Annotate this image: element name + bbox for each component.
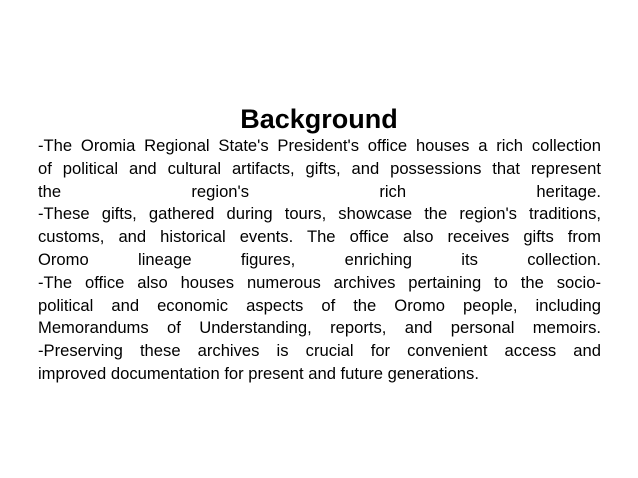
body-line: improved documentation for present and future generations. [38,363,479,383]
body-line: -These gifts, gathered during tours, showcase the region's traditions, [38,204,601,224]
body-line: customs, and historical events. The office also receives gifts from [38,227,601,247]
body-line: -The office also houses numerous archives pertaining to the socio- [38,272,601,292]
body-line: the region's rich heritage. [38,181,601,201]
body-line: -Preserving these archives is crucial for convenient access and [38,341,601,361]
body-line: of political and cultural artifacts, gifts, and possessions that represent [38,158,601,178]
body-line: political and economic aspects of the Oromo people, including [38,295,601,315]
slide-title: Background [240,104,398,134]
slide-body-text [38,135,601,386]
body-line: -The Oromia Regional State's President's office houses a rich collection [38,136,601,155]
body-line: Oromo lineage figures, enriching its collection. [38,249,601,269]
body-line: Memorandums of Understanding, reports, and personal memoirs. [38,318,601,338]
